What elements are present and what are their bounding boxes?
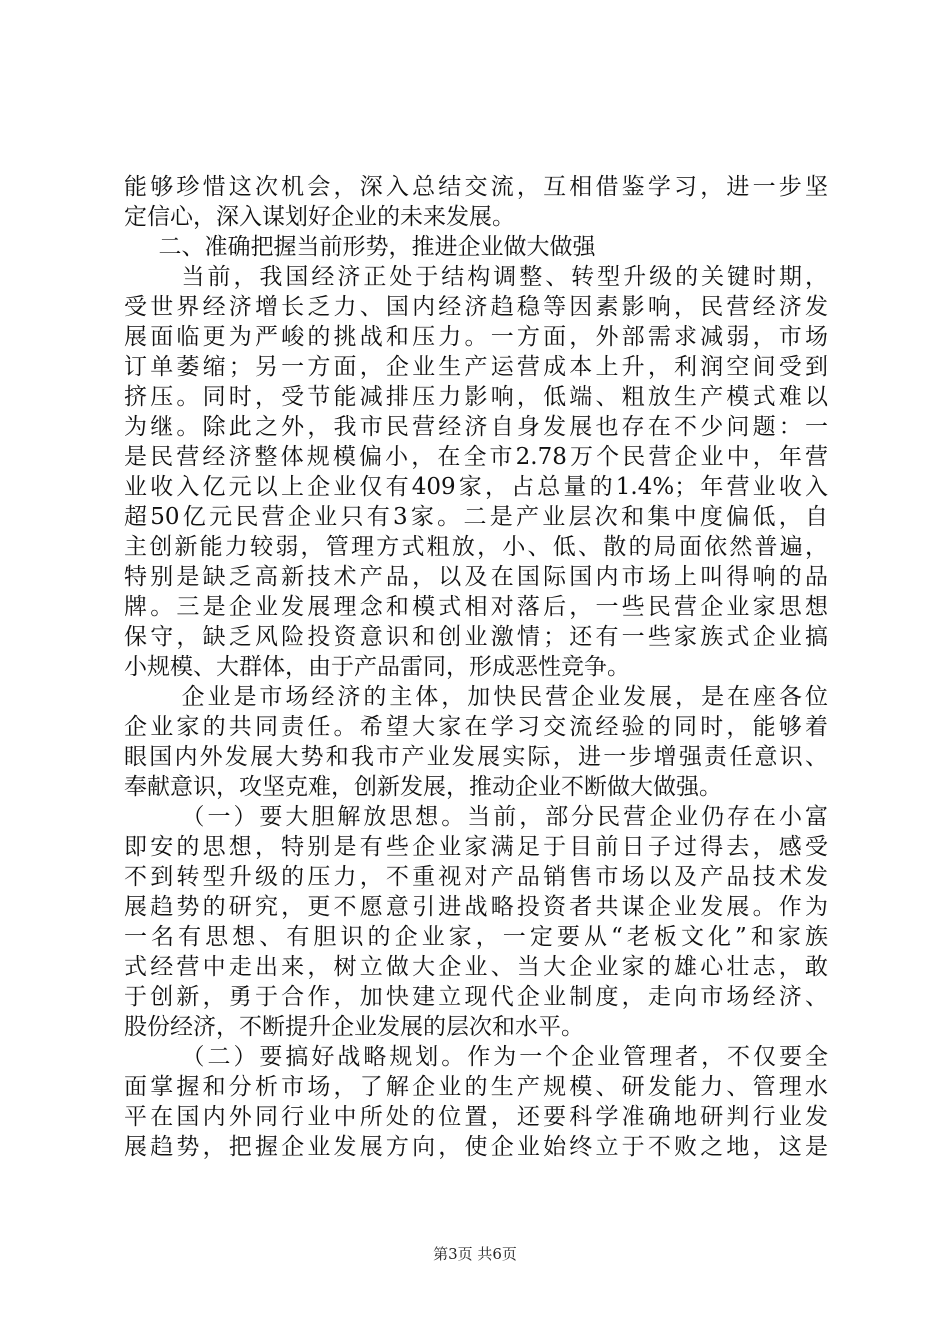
text-line: 面掌握和分析市场，了解企业的生产规模、研发能力、管理水 xyxy=(124,1074,828,1100)
text-line: 当前，我国经济正处于结构调整、转型升级的关键时期， xyxy=(181,264,828,290)
text-line: 企业家的共同责任。希望大家在学习交流经验的同时，能够着 xyxy=(124,714,828,740)
text-line: 二、准确把握当前形势，推进企业做大做强 xyxy=(158,234,596,260)
text-line: 特别是缺乏高新技术产品，以及在国际国内市场上叫得响的品 xyxy=(124,564,828,590)
page-number-footer: 第3页 共6页 xyxy=(433,1245,517,1263)
text-line: 是民营经济整体规模偏小，在全市2.78万个民营企业中，年营 xyxy=(124,444,828,470)
text-line: 受世界经济增长乏力、国内经济趋稳等因素影响，民营经济发 xyxy=(124,294,828,320)
text-line: 企业是市场经济的主体，加快民营企业发展，是在座各位 xyxy=(181,684,828,710)
text-line: 为继。除此之外，我市民营经济自身发展也存在不少问题：一 xyxy=(124,414,828,440)
text-line: 奉献意识，攻坚克难，创新发展，推动企业不断做大做强。 xyxy=(124,774,722,800)
document-body xyxy=(124,172,828,1162)
text-line: 超50亿元民营企业只有3家。二是产业层次和集中度偏低，自 xyxy=(124,504,828,530)
text-line: 于创新，勇于合作，加快建立现代企业制度，走向市场经济、 xyxy=(124,984,828,1010)
text-line: 不到转型升级的压力，不重视对产品销售市场以及产品技术发 xyxy=(124,864,828,890)
text-line: 小规模、大群体，由于产品雷同，形成恶性竞争。 xyxy=(124,654,630,680)
text-line: 订单萎缩；另一方面，企业生产运营成本上升，利润空间受到 xyxy=(124,354,828,380)
text-line: 眼国内外发展大势和我市产业发展实际，进一步增强责任意识、 xyxy=(124,744,828,770)
text-line: 能够珍惜这次机会，深入总结交流，互相借鉴学习，进一步坚 xyxy=(124,174,828,200)
text-line: 股份经济，不断提升企业发展的层次和水平。 xyxy=(124,1014,584,1040)
text-line: 主创新能力较弱，管理方式粗放，小、低、散的局面依然普遍， xyxy=(124,534,828,560)
text-line: 式经营中走出来，树立做大企业、当大企业家的雄心壮志，敢 xyxy=(124,954,828,980)
text-line: 即安的思想，特别是有些企业家满足于目前日子过得去，感受 xyxy=(124,834,828,860)
text-line: 一名有思想、有胆识的企业家，一定要从“老板文化”和家族 xyxy=(124,924,828,950)
text-line: 挤压。同时，受节能减排压力影响，低端、粗放生产模式难以 xyxy=(124,384,828,410)
text-line: （二）要搞好战略规划。作为一个企业管理者，不仅要全 xyxy=(181,1044,828,1070)
text-line: 展面临更为严峻的挑战和压力。一方面，外部需求减弱，市场 xyxy=(124,324,828,350)
text-line: 展趋势的研究，更不愿意引进战略投资者共谋企业发展。作为 xyxy=(124,894,828,920)
text-line: 展趋势，把握企业发展方向，使企业始终立于不败之地，这是 xyxy=(124,1134,828,1160)
text-line: 保守，缺乏风险投资意识和创业激情；还有一些家族式企业搞 xyxy=(124,624,828,650)
text-line: 定信心，深入谋划好企业的未来发展。 xyxy=(124,204,515,230)
text-line: 业收入亿元以上企业仅有409家，占总量的1.4%；年营业收入 xyxy=(124,474,828,500)
text-line: （一）要大胆解放思想。当前，部分民营企业仍存在小富 xyxy=(181,804,828,830)
text-line: 平在国内外同行业中所处的位置，还要科学准确地研判行业发 xyxy=(124,1104,828,1130)
text-line: 牌。三是企业发展理念和模式相对落后，一些民营企业家思想 xyxy=(124,594,828,620)
